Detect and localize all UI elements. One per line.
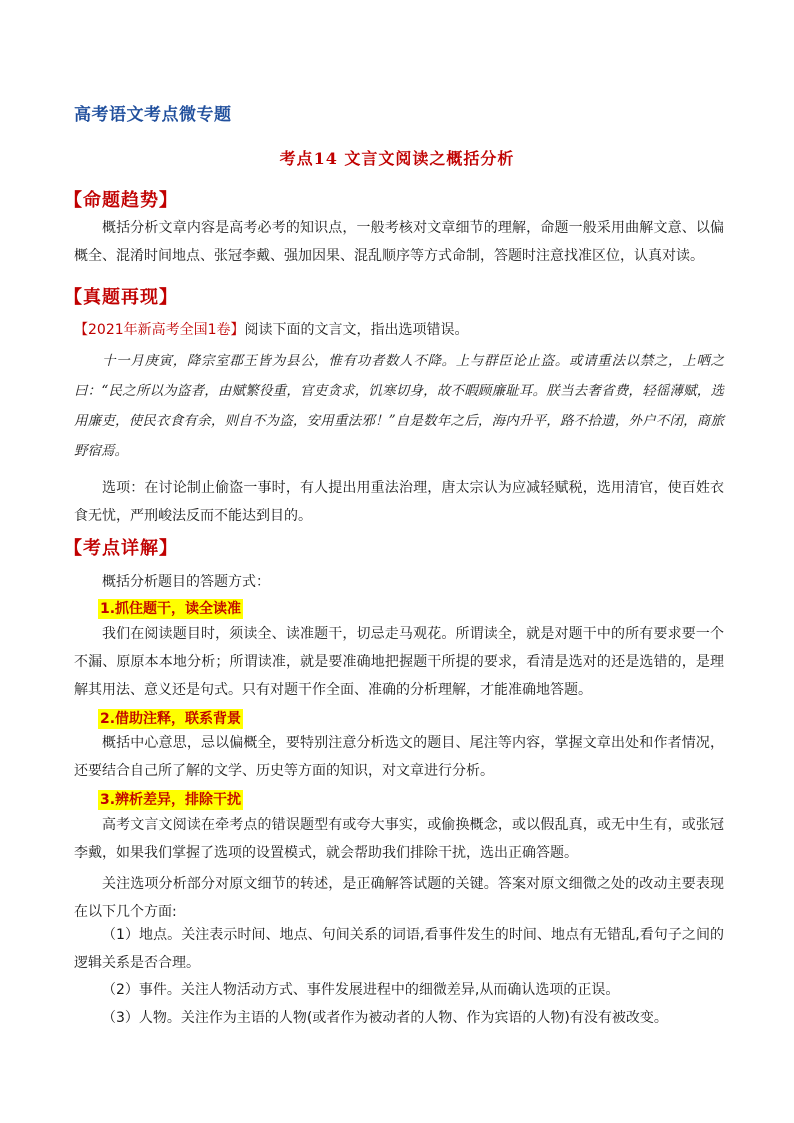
section-heading-detail: 【考点详解】	[64, 538, 178, 559]
series-title: 高考语文考点微专题	[74, 105, 232, 125]
point-1-title: 1.抓住题干，读全读准	[100, 601, 242, 617]
section-heading-real-exam: 【真题再现】	[64, 287, 178, 308]
point-3-paragraph: 高考文言文阅读在牵考点的错误题型有或夸大事实，或偷换概念，或以假乱真，或无中生有，或张冠李戴，如果我们掌握了选项的设置模式，就会帮助我们排除干扰，选出正确答题。	[74, 817, 724, 861]
detail-intro: 概括分析题目的答题方式：	[102, 574, 270, 590]
exam-instruction-text: 阅读下面的文言文，指出选项错误。	[244, 322, 469, 338]
list-item: （1）地点。关注表示时间、地点、句间关系的词语,看事件发生的时间、地点有无错乱,看句子之间的逻辑关系是否合理。	[74, 927, 724, 971]
option-paragraph: 选项：在讨论制止偷盗一事时，有人提出用重法治理，唐太宗认为应减轻赋税，选用清官，使百姓衣食无忧，严刑峻法反而不能达到目的。	[74, 480, 724, 524]
exam-source-tag: 【2021年新高考全国1卷】	[74, 322, 245, 338]
focus-paragraph: 关注选项分析部分对原文细节的转述，是正确解答试题的关键。答案对原文细微之处的改动主要表现在以下几个方面:	[74, 876, 724, 920]
point-3-title: 3.辨析差异，排除干扰	[100, 792, 242, 808]
trend-paragraph: 概括分析文章内容是高考必考的知识点，一般考核对文章细节的理解，命题一般采用曲解文意、以偏概全、混淆时间地点、张冠李戴、强加因果、混乱顺序等方式命制，答题时注意找准区位，认真对读。	[74, 220, 724, 264]
document-title: 考点14 文言文阅读之概括分析	[279, 149, 515, 168]
exam-instruction	[74, 316, 724, 344]
classical-passage: 十一月庚寅，降宗室郡王皆为县公，惟有功者数人不降。上与群臣论止盗。或请重法以禁之，上哂之曰：“民之所以为盗者，由赋繁役重，官吏贪求，饥寒切身，故不暇顾廉耻耳。朕当去奢省费，轻徭薄赋，选用廉吏，使民衣食有余，则自不为盗，安用重法邪！”自是数年之后，海内升平，路不拾遗，外户不闭，商旅野宿焉。	[74, 353, 724, 459]
point-2-title: 2.借助注释，联系背景	[100, 711, 242, 727]
list-item: （2）事件。关注人物活动方式、事件发展进程中的细微差异,从而确认选项的正误。	[102, 982, 620, 998]
section-heading-trend: 【命题趋势】	[64, 190, 178, 211]
point-2-paragraph: 概括中心意思，忌以偏概全，要特别注意分析选文的题目、尾注等内容，掌握文章出处和作者情况，还要结合自己所了解的文学、历史等方面的知识，对文章进行分析。	[74, 735, 724, 779]
point-1-paragraph: 我们在阅读题目时，须读全、读准题干，切忌走马观花。所谓读全，就是对题干中的所有要求要一个不漏、原原本本地分析；所谓读准，就是要准确地把握题干所提的要求，看清是选对的还是选错的，是理解其用法、意义还是句式。只有对题干作全面、准确的分析理解，才能准确地答题。	[74, 626, 724, 698]
list-item: （3）人物。关注作为主语的人物(或者作为被动者的人物、作为宾语的人物)有没有被改变。	[102, 1010, 668, 1026]
